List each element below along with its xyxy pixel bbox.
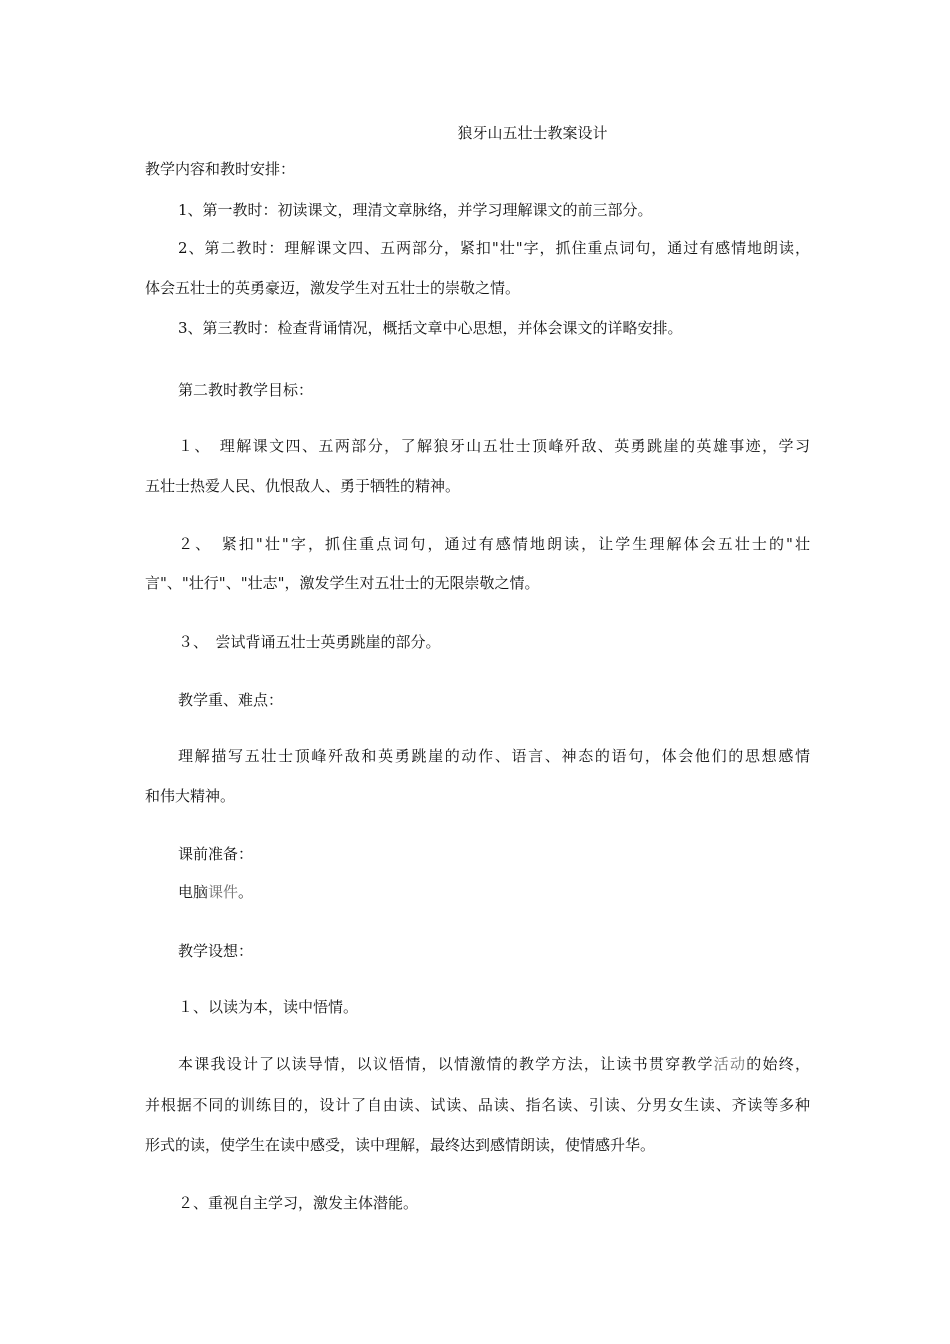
- idea-2-heading: ２、重视自主学习，激发主体潜能。: [178, 1194, 419, 1212]
- goal-1-text-line2: 五壮士热爱人民、仇恨敌人、勇于牺牲的精神。: [145, 477, 461, 495]
- lesson-2-text-line2: 体会五壮士的英勇豪迈，激发学生对五壮士的崇敬之情。: [145, 279, 521, 297]
- prep-text: [178, 881, 843, 903]
- lesson-3-text: 3、第三教时：检查背诵情况，概括文章中心思想，并体会课文的详略安排。: [178, 319, 683, 337]
- section-heading-idea: 教学设想：: [178, 942, 254, 960]
- keypoints-text-line2: 和伟大精神。: [145, 787, 236, 805]
- idea-1-heading: １、以读为本，读中悟情。: [178, 998, 359, 1016]
- section-heading-keypoints: 教学重、难点：: [178, 691, 284, 709]
- activity-link[interactable]: 活动: [713, 1055, 747, 1073]
- goal-3-text: ３、 尝试背诵五壮士英勇跳崖的部分。: [178, 633, 441, 651]
- courseware-link[interactable]: 课件: [208, 883, 239, 901]
- goal-2-text-line1: ２、 紧扣"壮"字，抓住重点词句，通过有感情地朗读，让学生理解体会五壮士的"壮: [178, 535, 810, 553]
- idea-1-paragraph-text-a: 本课我设计了以读导情，以议悟情，以情激情的教学方法，让读书贯穿教学: [178, 1055, 714, 1073]
- goal-1-text-line1: １、 理解课文四、五两部分，了解狼牙山五壮士顶峰歼敌、英勇跳崖的英雄事迹，学习: [178, 437, 810, 455]
- idea-1-paragraph-text-b: 的始终，: [746, 1055, 810, 1073]
- keypoints-text-line1: 理解描写五壮士顶峰歼敌和英勇跳崖的动作、语言、神态的语句，体会他们的思想感情: [178, 747, 810, 765]
- idea-1-paragraph-line3: 形式的读，使学生在读中感受，读中理解，最终达到感情朗读，使情感升华。: [145, 1136, 656, 1154]
- section-heading-prep: 课前准备：: [178, 845, 254, 863]
- idea-1-paragraph-line1: [178, 1053, 810, 1075]
- lesson-2-text-line1: 2、第二教时：理解课文四、五两部分，紧扣"壮"字，抓住重点词句，通过有感情地朗读，: [178, 239, 810, 257]
- goal-2-text-line2: 言"、"壮行"、"壮志"，激发学生对五壮士的无限崇敬之情。: [145, 574, 540, 592]
- idea-1-paragraph-line2: 并根据不同的训练目的，设计了自由读、试读、品读、指名读、引读、分男女生读、齐读等多种: [145, 1096, 810, 1114]
- prep-text-plain: 电脑: [178, 883, 209, 901]
- prep-text-period: 。: [238, 883, 254, 901]
- section-heading-goals: 第二教时教学目标：: [178, 381, 314, 399]
- page-title: 狼牙山五壮士教案设计: [457, 124, 608, 142]
- lesson-1-text: 1、第一教时：初读课文，理清文章脉络，并学习理解课文的前三部分。: [178, 201, 653, 219]
- section-heading-content: 教学内容和教时安排：: [145, 160, 296, 178]
